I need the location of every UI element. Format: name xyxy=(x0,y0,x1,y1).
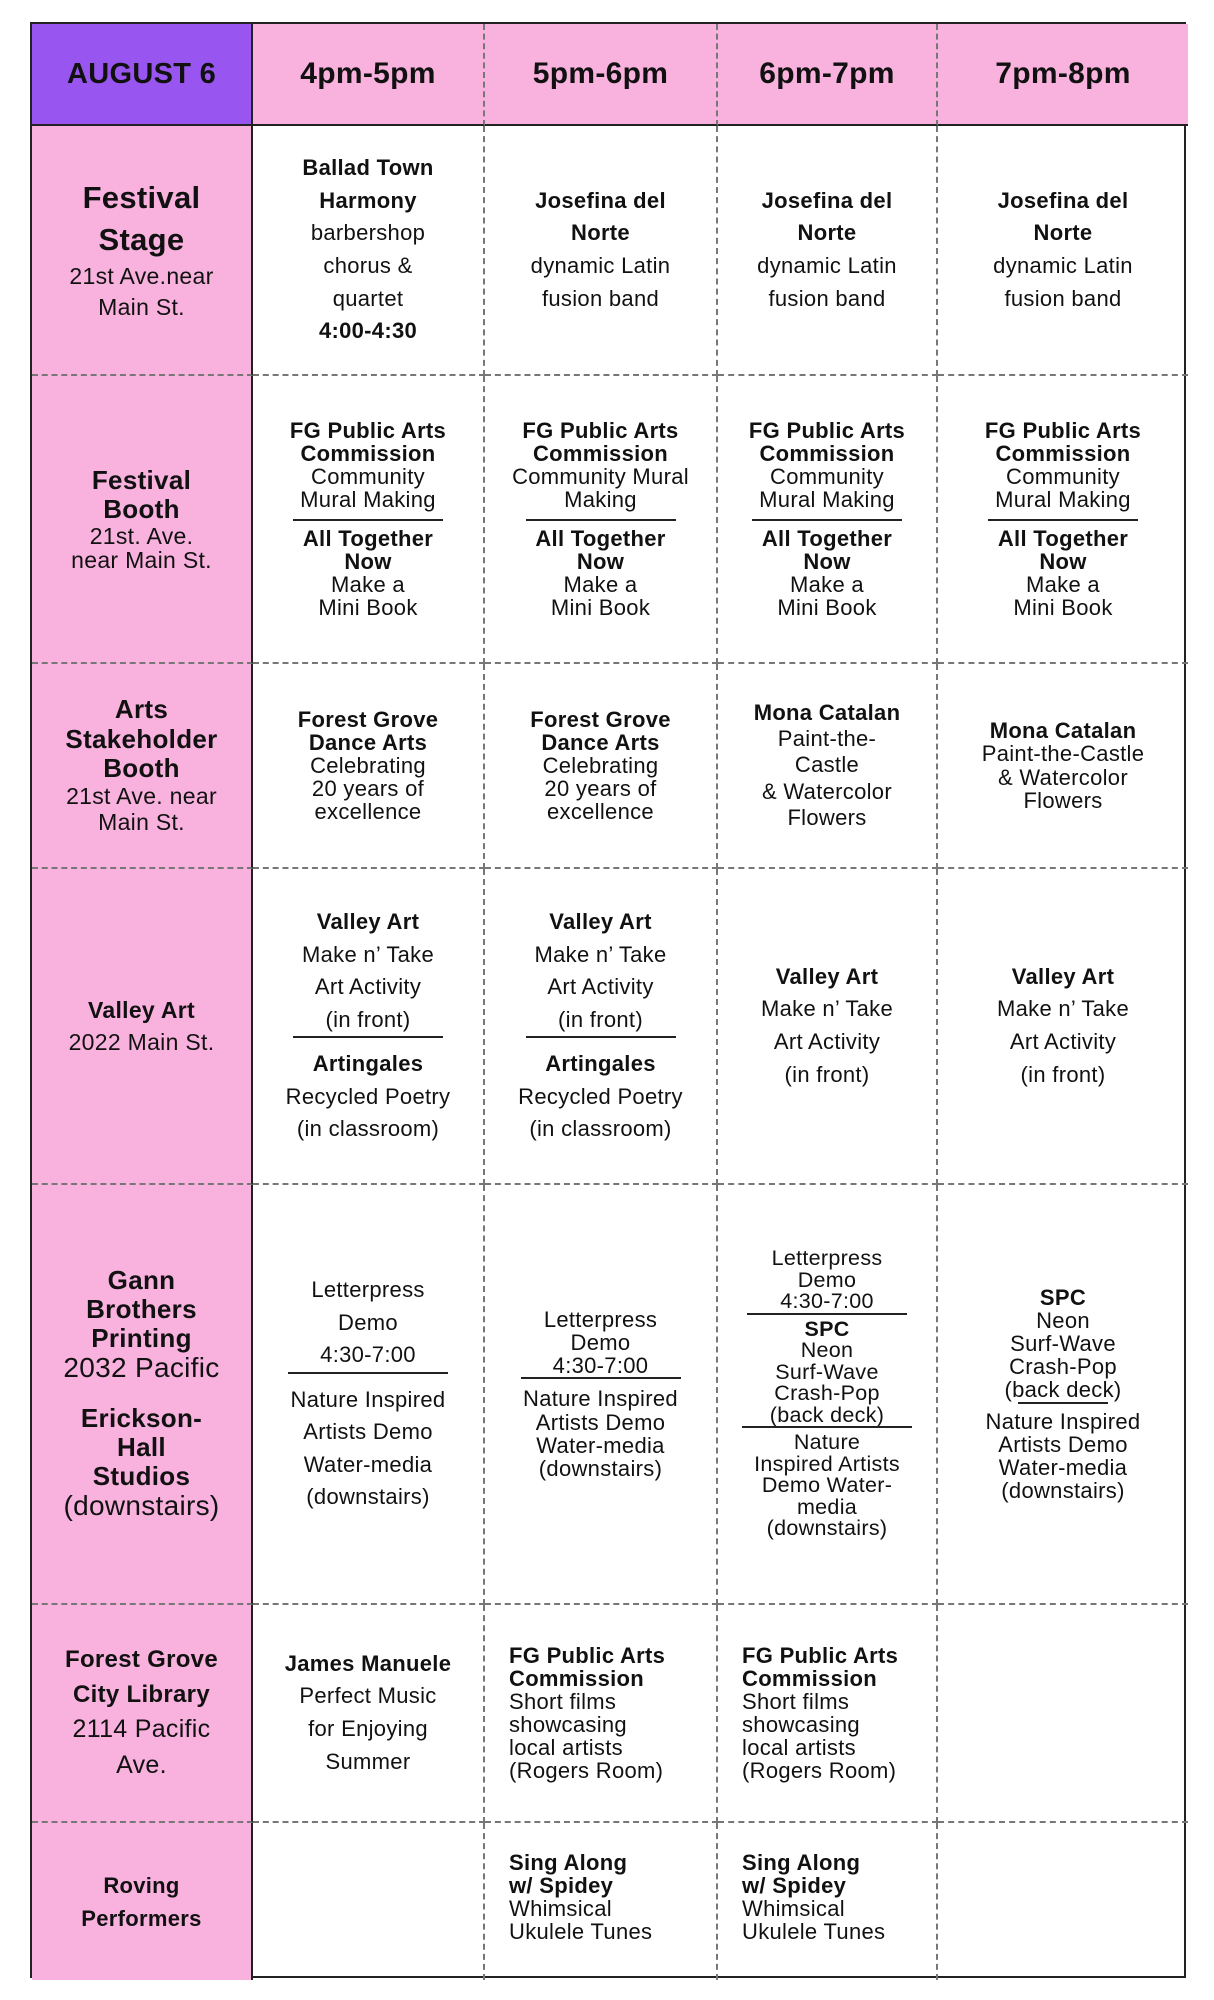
event-description: (in front) xyxy=(1020,1061,1106,1087)
event-description: Mini Book xyxy=(777,595,877,621)
venue-address: 21st Ave. near xyxy=(66,782,217,809)
venue-address: Ave. xyxy=(116,1750,167,1779)
event-description: Water-media xyxy=(536,1432,665,1458)
performer-name: Josefina del xyxy=(761,187,893,213)
performer-name: Sing Along xyxy=(742,1850,861,1875)
event-description: Demo xyxy=(338,1309,398,1335)
event-description: media xyxy=(796,1494,858,1519)
performer-name: Now xyxy=(1039,549,1087,575)
performer-name: Valley Art xyxy=(1011,963,1115,989)
date-header xyxy=(32,24,253,126)
event-description: Crash-Pop xyxy=(774,1381,880,1406)
performer-name: w/ Spidey xyxy=(509,1873,614,1899)
performer-name: Now xyxy=(803,549,851,575)
venue-arts-stakeholder-booth xyxy=(32,664,253,869)
performer-name: Josefina del xyxy=(535,187,666,213)
performer-name: Artingales xyxy=(545,1051,656,1077)
divider xyxy=(288,1372,448,1374)
event-description: Castle xyxy=(794,752,860,778)
event-description: Artists Demo xyxy=(998,1431,1128,1457)
performer-name: Commission xyxy=(532,440,669,466)
event-description: Whimsical xyxy=(509,1896,612,1922)
event-description: & Watercolor xyxy=(998,764,1128,790)
event-description: 20 years of xyxy=(544,776,657,802)
divider xyxy=(293,519,443,521)
event-description: Mini Book xyxy=(550,595,651,621)
divider xyxy=(742,1426,912,1428)
venue-name: City Library xyxy=(73,1680,210,1708)
venue-address: 21st. Ave. xyxy=(89,522,194,549)
venue-festival-stage xyxy=(32,126,253,376)
event-description: Community Mural xyxy=(512,463,689,489)
event-description: (downstairs) xyxy=(538,1455,663,1481)
performer-name: Valley Art xyxy=(316,909,420,935)
event-description: Short films xyxy=(742,1688,850,1714)
venue-name: Valley Art xyxy=(88,996,195,1023)
performer-name: All Together xyxy=(535,526,666,551)
performer-name: Commission xyxy=(759,440,895,466)
event-description: Paint-the- xyxy=(777,725,877,751)
event-description: Ukulele Tunes xyxy=(742,1919,886,1945)
event-cell xyxy=(253,376,485,664)
event-description: Make n’ Take xyxy=(534,941,667,967)
performer-name: Forest Grove xyxy=(297,706,439,732)
schedule-grid xyxy=(30,22,1186,1978)
event-cell xyxy=(253,126,485,376)
venue-name: Erickson- xyxy=(80,1403,203,1433)
event-description: 20 years of xyxy=(311,776,425,802)
event-description: (downstairs) xyxy=(766,1516,888,1541)
event-description: fusion band xyxy=(541,285,660,311)
performer-name: FG Public Arts xyxy=(984,417,1142,443)
event-description: Letterpress xyxy=(771,1246,883,1271)
venue-name: Festival xyxy=(91,464,192,495)
performer-name: Sing Along xyxy=(509,1850,628,1875)
venue-festival-booth xyxy=(32,376,253,664)
performer-name: Ballad Town xyxy=(302,155,434,181)
performer-name: FG Public Arts xyxy=(509,1642,666,1668)
event-cell xyxy=(253,664,485,869)
venue-address: 2022 Main St. xyxy=(68,1029,215,1056)
performer-name: Forest Grove xyxy=(530,706,671,732)
performer-name: Commission xyxy=(300,440,436,466)
performer-name: Valley Art xyxy=(775,963,879,989)
event-description: Water-media xyxy=(303,1451,433,1477)
performer-name: Mona Catalan xyxy=(989,718,1137,744)
event-description: Art Activity xyxy=(1009,1029,1117,1054)
divider xyxy=(521,1377,681,1379)
event-description: for Enjoying xyxy=(308,1716,428,1741)
venue-name: Brothers xyxy=(86,1293,197,1324)
divider xyxy=(1018,1402,1108,1404)
performer-name: Norte xyxy=(1033,220,1093,246)
date-label: AUGUST 6 xyxy=(66,57,217,90)
event-description: barbershop xyxy=(310,220,426,246)
event-description: quartet xyxy=(332,285,404,311)
event-description: (downstairs) xyxy=(306,1484,430,1510)
performer-name: Norte xyxy=(797,220,857,246)
event-cell-empty xyxy=(938,1605,1188,1823)
performer-name: Valley Art xyxy=(549,909,652,935)
performer-name: Norte xyxy=(571,220,630,246)
event-cell xyxy=(485,376,718,664)
event-description: (back deck) xyxy=(769,1402,885,1427)
performer-name: Harmony xyxy=(319,187,417,213)
time-slot-label: 7pm-8pm xyxy=(995,57,1131,91)
venue-name: Arts xyxy=(114,694,169,725)
performer-name: Dance Arts xyxy=(308,729,428,755)
event-description: Water-media xyxy=(998,1454,1128,1480)
event-cell xyxy=(938,376,1188,664)
event-description: Make a xyxy=(563,572,638,598)
performer-name: Commission xyxy=(509,1665,645,1691)
event-description: Recycled Poetry xyxy=(285,1083,451,1109)
divider xyxy=(988,519,1138,521)
event-cell xyxy=(718,1185,938,1605)
event-cell xyxy=(938,664,1188,869)
event-description: dynamic Latin xyxy=(530,253,671,278)
time-slot-label: 4pm-5pm xyxy=(300,57,436,91)
event-description: Mural Making xyxy=(759,486,895,512)
event-description: Nature Inspired xyxy=(985,1408,1141,1434)
venue-name: Hall xyxy=(117,1432,166,1463)
event-description: (in front) xyxy=(325,1006,411,1032)
event-description: Celebrating xyxy=(310,752,426,778)
performer-name: All Together xyxy=(997,526,1129,551)
event-description: Art Activity xyxy=(773,1029,881,1054)
event-description: Celebrating xyxy=(542,752,659,778)
event-description: Crash-Pop xyxy=(1009,1354,1117,1380)
event-description: Recycled Poetry xyxy=(518,1083,683,1109)
performer-name: Dance Arts xyxy=(541,729,660,755)
event-cell xyxy=(718,869,938,1185)
event-description: (Rogers Room) xyxy=(742,1758,897,1784)
performer-name: Now xyxy=(576,549,625,575)
performer-name: Commission xyxy=(742,1665,878,1691)
event-description: Mural Making xyxy=(995,486,1131,512)
event-description: Demo Water- xyxy=(761,1473,893,1498)
venue-address: Main St. xyxy=(98,293,185,320)
venue-roving-performers xyxy=(32,1823,253,1980)
event-description: dynamic Latin xyxy=(993,253,1133,278)
event-description: (in front) xyxy=(784,1061,870,1087)
event-description: Community xyxy=(1006,463,1120,489)
divider xyxy=(293,1036,443,1038)
event-description: Summer xyxy=(325,1748,411,1774)
performer-name: Commission xyxy=(995,440,1131,466)
performer-name: SPC xyxy=(1039,1285,1087,1311)
event-cell xyxy=(485,1185,718,1605)
event-cell xyxy=(485,869,718,1185)
event-description: & Watercolor xyxy=(762,778,892,804)
event-description: excellence xyxy=(547,799,654,825)
event-description: excellence xyxy=(314,799,422,825)
performer-name: w/ Spidey xyxy=(742,1873,847,1899)
venue-gann-brothers-printing xyxy=(32,1185,253,1605)
event-description: Mini Book xyxy=(1013,595,1113,621)
venue-name: Printing xyxy=(91,1323,192,1354)
event-description: Make a xyxy=(1026,572,1100,598)
event-cell xyxy=(253,1605,485,1823)
event-description: Making xyxy=(564,486,637,512)
event-description: Perfect Music xyxy=(299,1683,437,1709)
venue-address: 2114 Pacific xyxy=(72,1715,211,1744)
performer-name: Now xyxy=(344,549,392,575)
event-description: Community xyxy=(311,463,425,489)
event-description: Flowers xyxy=(787,805,867,831)
event-description: Ukulele Tunes xyxy=(509,1919,653,1945)
venue-name: Gann xyxy=(107,1264,176,1295)
venue-name: Forest Grove xyxy=(65,1645,218,1673)
event-description: dynamic Latin xyxy=(757,253,897,278)
performer-name: Artingales xyxy=(312,1051,424,1077)
performer-name: All Together xyxy=(302,526,434,551)
event-description: local artists xyxy=(742,1735,856,1761)
event-cell xyxy=(253,1185,485,1605)
event-description: Mini Book xyxy=(318,595,418,621)
event-description: (downstairs) xyxy=(1001,1477,1125,1503)
venue-valley-art xyxy=(32,869,253,1185)
divider xyxy=(747,1313,907,1315)
event-description: Nature xyxy=(793,1430,861,1455)
event-cell xyxy=(485,1823,718,1980)
event-cell xyxy=(718,664,938,869)
event-description: Whimsical xyxy=(742,1896,845,1922)
venue-name: Stakeholder xyxy=(65,723,218,754)
divider xyxy=(752,519,902,521)
performer-name: James Manuele xyxy=(284,1650,452,1676)
event-cell xyxy=(485,1605,718,1823)
event-time: 4:30-7:00 xyxy=(552,1353,649,1379)
event-description: fusion band xyxy=(1004,285,1122,311)
event-description: Make a xyxy=(790,572,864,598)
event-cell xyxy=(718,1823,938,1980)
venue-address: 2032 Pacific xyxy=(63,1352,220,1384)
event-description: Letterpress xyxy=(543,1307,658,1333)
event-cell xyxy=(253,869,485,1185)
performer-name: SPC xyxy=(804,1316,850,1341)
performer-name: FG Public Arts xyxy=(522,417,679,443)
event-description: Artists Demo xyxy=(303,1419,433,1445)
performer-name: FG Public Arts xyxy=(289,417,447,443)
event-description: Inspired Artists xyxy=(754,1451,900,1476)
event-description: Make a xyxy=(331,572,405,598)
event-description: showcasing xyxy=(742,1712,860,1737)
time-slot-header xyxy=(253,24,485,126)
divider xyxy=(526,519,676,521)
event-time: 4:30-7:00 xyxy=(780,1289,874,1314)
venue-city-library xyxy=(32,1605,253,1823)
divider xyxy=(526,1036,676,1038)
event-description: showcasing xyxy=(509,1712,627,1737)
event-description: (back deck) xyxy=(1004,1377,1122,1403)
event-cell-empty xyxy=(938,1823,1188,1980)
event-description: (Rogers Room) xyxy=(509,1758,664,1784)
venue-address: 21st Ave.near xyxy=(69,262,214,289)
performer-name: FG Public Arts xyxy=(748,417,906,443)
performer-name: FG Public Arts xyxy=(742,1642,899,1668)
performer-name: Mona Catalan xyxy=(753,699,901,725)
event-description: local artists xyxy=(509,1735,623,1761)
event-description: Nature Inspired xyxy=(523,1386,678,1412)
event-cell xyxy=(485,664,718,869)
event-description: Neon xyxy=(800,1338,854,1363)
event-description: Demo xyxy=(570,1330,631,1356)
event-description: Art Activity xyxy=(314,974,422,1000)
venue-address: Main St. xyxy=(98,809,185,836)
time-slot-header xyxy=(718,24,938,126)
event-description: Flowers xyxy=(1023,787,1103,813)
event-time: 4:00-4:30 xyxy=(318,318,418,344)
venue-name: Studios xyxy=(92,1461,191,1492)
time-slot-label: 5pm-6pm xyxy=(532,57,669,91)
event-description: Paint-the-Castle xyxy=(981,741,1145,767)
event-description: fusion band xyxy=(768,285,886,311)
venue-address: (downstairs) xyxy=(63,1490,220,1522)
venue-name: Booth xyxy=(103,752,180,783)
venue-name: Booth xyxy=(103,493,180,524)
event-cell-empty xyxy=(253,1823,485,1980)
venue-name: Stage xyxy=(98,221,185,257)
event-cell xyxy=(718,1605,938,1823)
event-description: Surf-Wave xyxy=(775,1359,879,1384)
venue-name: Festival xyxy=(82,180,201,216)
event-description: Nature Inspired xyxy=(290,1386,446,1412)
venue-name: Roving xyxy=(103,1872,180,1898)
event-description: (in front) xyxy=(558,1006,643,1032)
event-description: (in classroom) xyxy=(296,1116,440,1142)
event-description: Letterpress xyxy=(311,1277,425,1303)
event-description: Make n’ Take xyxy=(301,941,434,967)
performer-name: Josefina del xyxy=(997,187,1129,213)
venue-address: near Main St. xyxy=(71,547,212,574)
event-description: Mural Making xyxy=(300,486,436,512)
event-cell xyxy=(938,126,1188,376)
event-cell xyxy=(938,869,1188,1185)
event-description: Art Activity xyxy=(547,974,654,1000)
event-cell xyxy=(718,126,938,376)
event-description: Make n’ Take xyxy=(996,996,1129,1022)
event-description: Demo xyxy=(797,1267,857,1292)
event-description: Make n’ Take xyxy=(760,996,893,1022)
event-description: Community xyxy=(770,463,884,489)
event-description: Artists Demo xyxy=(535,1409,666,1435)
venue-name: Performers xyxy=(81,1905,202,1931)
event-description: Neon xyxy=(1036,1308,1090,1334)
event-cell xyxy=(938,1185,1188,1605)
event-time: 4:30-7:00 xyxy=(320,1342,416,1368)
event-description: chorus & xyxy=(323,253,413,278)
event-description: Short films xyxy=(509,1688,617,1714)
time-slot-header xyxy=(485,24,718,126)
time-slot-label: 6pm-7pm xyxy=(759,57,895,91)
event-description: Surf-Wave xyxy=(1010,1331,1116,1357)
event-cell xyxy=(718,376,938,664)
event-cell xyxy=(485,126,718,376)
time-slot-header xyxy=(938,24,1188,126)
performer-name: All Together xyxy=(761,526,893,551)
event-description: (in classroom) xyxy=(529,1116,672,1142)
